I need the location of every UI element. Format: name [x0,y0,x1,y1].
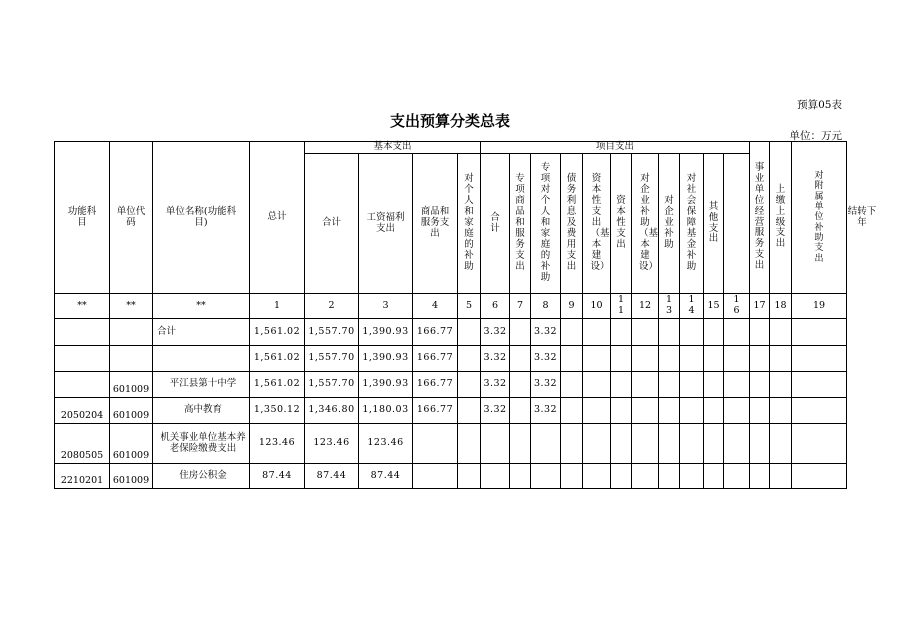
empty-cell [458,464,481,489]
cell-wage: 87.44 [359,464,413,489]
cell-code [110,319,153,346]
empty-cell [680,398,704,424]
index-cell: 14 [680,294,704,319]
empty-cell [770,464,792,489]
empty-cell [724,398,750,424]
index-cell: 9 [561,294,583,319]
header-unit-code: 单位代码 [110,142,153,294]
table-row [55,319,847,346]
cell-wage: 1,390.93 [359,346,413,372]
index-cell: 12 [632,294,659,319]
cell-func: 2080505 [55,424,110,464]
index-cell: 4 [413,294,458,319]
index-cell: ** [153,294,250,319]
cell-special-personal: 3.32 [531,398,561,424]
index-cell: ** [110,294,153,319]
empty-cell [704,398,724,424]
empty-cell [611,346,632,372]
empty-cell [611,424,632,464]
empty-cell [458,319,481,346]
cell-code [110,346,153,372]
index-cell: 5 [458,294,481,319]
cell-special-personal [531,464,561,489]
cell-special-personal: 3.32 [531,346,561,372]
empty-cell [583,319,611,346]
empty-cell [632,424,659,464]
cell-wage: 123.46 [359,424,413,464]
cell-proj-sum [481,464,510,489]
cell-goods [413,464,458,489]
empty-cell [583,372,611,398]
cell-wage: 1,180.03 [359,398,413,424]
index-cell: 16 [724,294,750,319]
cell-proj-sum: 3.32 [481,319,510,346]
empty-cell [704,372,724,398]
index-cell: 10 [583,294,611,319]
cell-total: 1,561.02 [250,319,305,346]
cell-name: 机关事业单位基本养老保险缴费支出 [153,424,250,464]
unit-label: 单位：万元 [789,130,842,142]
header-capital: 资本性支出 [611,154,632,294]
empty-cell [750,319,770,346]
empty-cell [750,424,770,464]
header-capital-basic: 资本性支出（基本建设） [583,154,611,294]
table-row [55,424,847,464]
empty-cell [750,398,770,424]
empty-cell [770,372,792,398]
cell-basic-sum: 1,557.70 [305,372,359,398]
empty-cell [659,346,680,372]
cell-goods [413,424,458,464]
index-cell: 18 [770,294,792,319]
empty-cell [792,372,847,398]
empty-cell [510,398,531,424]
cell-name: 住房公积金 [153,464,250,489]
empty-cell [458,424,481,464]
empty-cell [704,319,724,346]
cell-code: 601009 [110,424,153,464]
empty-cell [632,464,659,489]
header-goods: 商品和服务支出 [413,154,458,294]
empty-cell [561,319,583,346]
cell-total: 123.46 [250,424,305,464]
cell-name: 高中教育 [153,398,250,424]
cell-func [55,319,110,346]
cell-goods: 166.77 [413,372,458,398]
header-enterprise: 对企业补助 [659,154,680,294]
empty-cell [458,346,481,372]
empty-cell [510,372,531,398]
empty-cell [750,346,770,372]
table-row [55,398,847,424]
empty-cell [583,398,611,424]
index-cell: 1 [250,294,305,319]
empty-cell [680,372,704,398]
empty-cell [659,398,680,424]
cell-func: 2210201 [55,464,110,489]
budget-table: 功能科目 单位代码 单位名称(功能科目) 总计 基本支出 项目支出 事业单位经营服务支出 上缴上级支出 对附属单位补助支出 结转下年 合计 工资福利支出 商品和服务支出 对个人和家庭的补助 合计 专项商品和服务支出 专项对个人和家庭的补助 债务利息及费用支出 资本性支出（基本建设） 资本性支出 对企业补助（基本建设） 对企业补助 对社会保障基金补助 其他支出 ** ** ** 1 2 3 4 5 6 7 8 9 10 11 12 13 14 15 16 17 18 19 合计 1,561.02 1,557.70 1,390.93 166.77 3.32 3.32 1,561.02 1,557.70 1,390.93 166.77 3.32 3.32 601009 平江县第十中学 1,561.02 1,557.70 1,390.93 166.77 3.32 3.32 2050204 601009 高中教育 1,350.12 1,346.80 1,180.03 166.77 3.32 3.32 2080505 601009 机关事业单位基本养老保险缴费支出 123.46 123.46 123.46 2210201 601009 住房公积金 87.44 87.44 87.44 [54,141,847,489]
cell-special-personal [531,424,561,464]
header-basic-sum: 合计 [305,154,359,294]
cell-total: 1,350.12 [250,398,305,424]
cell-name: 合计 [153,319,250,346]
empty-cell [583,346,611,372]
empty-cell [510,346,531,372]
empty-cell [561,424,583,464]
cell-name: 平江县第十中学 [153,372,250,398]
empty-cell [724,319,750,346]
cell-basic-sum: 87.44 [305,464,359,489]
empty-cell [561,464,583,489]
cell-goods: 166.77 [413,319,458,346]
empty-cell [792,398,847,424]
empty-cell [611,319,632,346]
empty-cell [611,398,632,424]
empty-cell [792,424,847,464]
empty-cell [611,464,632,489]
empty-cell [770,346,792,372]
empty-cell [632,372,659,398]
cell-total: 1,561.02 [250,372,305,398]
index-cell: 13 [659,294,680,319]
cell-wage: 1,390.93 [359,319,413,346]
header-func-subject: 功能科目 [55,142,110,294]
header-proj-sum: 合计 [481,154,510,294]
empty-cell [770,424,792,464]
empty-cell [659,464,680,489]
header-social: 对社会保障基金补助 [680,154,704,294]
empty-cell [704,464,724,489]
header-special-personal: 专项对个人和家庭的补助 [531,154,561,294]
empty-cell [632,346,659,372]
cell-total: 87.44 [250,464,305,489]
empty-cell [659,424,680,464]
cell-proj-sum: 3.32 [481,398,510,424]
empty-cell [510,464,531,489]
index-cell: 2 [305,294,359,319]
cell-code: 601009 [110,398,153,424]
index-cell: 19 [792,294,847,319]
cell-basic-sum: 1,346.80 [305,398,359,424]
empty-cell [583,424,611,464]
empty-cell [510,319,531,346]
page-title: 支出预算分类总表 [389,112,510,130]
empty-cell [561,372,583,398]
empty-cell [724,372,750,398]
header-attached: 对附属单位补助支出 [792,142,847,294]
empty-cell [792,319,847,346]
empty-cell [458,372,481,398]
empty-cell [680,346,704,372]
empty-cell [770,398,792,424]
empty-cell [792,346,847,372]
cell-func [55,372,110,398]
table-code: 预算05表 [797,99,842,111]
index-cell: 3 [359,294,413,319]
header-wage: 工资福利支出 [359,154,413,294]
index-cell: 6 [481,294,510,319]
empty-cell [632,398,659,424]
index-cell: 11 [611,294,632,319]
cell-basic-sum: 1,557.70 [305,346,359,372]
table-row [55,464,847,489]
empty-cell [632,319,659,346]
empty-cell [561,346,583,372]
empty-cell [659,372,680,398]
cell-goods: 166.77 [413,346,458,372]
cell-proj-sum [481,424,510,464]
cell-func [55,346,110,372]
empty-cell [583,464,611,489]
header-special-goods: 专项商品和服务支出 [510,154,531,294]
cell-proj-sum: 3.32 [481,372,510,398]
header-project-group: 项目支出 [481,142,750,154]
table-row [55,372,847,398]
cell-proj-sum: 3.32 [481,346,510,372]
header-other: 其他支出 [704,154,724,294]
empty-cell [750,372,770,398]
empty-cell [659,319,680,346]
empty-cell [680,464,704,489]
index-row [55,294,847,319]
empty-cell [724,464,750,489]
empty-cell [611,372,632,398]
cell-basic-sum: 1,557.70 [305,319,359,346]
header-business: 事业单位经营服务支出 [750,142,770,294]
empty-cell [770,319,792,346]
header-unit-name: 单位名称(功能科目) [153,142,250,294]
cell-code: 601009 [110,372,153,398]
cell-total: 1,561.02 [250,346,305,372]
cell-func: 2050204 [55,398,110,424]
empty-cell [750,464,770,489]
index-cell: ** [55,294,110,319]
header-upper: 上缴上级支出 [770,142,792,294]
cell-wage: 1,390.93 [359,372,413,398]
index-cell: 8 [531,294,561,319]
header-personal: 对个人和家庭的补助 [458,154,481,294]
empty-cell [680,319,704,346]
index-cell: 17 [750,294,770,319]
cell-code: 601009 [110,464,153,489]
empty-cell [680,424,704,464]
cell-name [153,346,250,372]
index-cell: 15 [704,294,724,319]
cell-goods: 166.77 [413,398,458,424]
cell-special-personal: 3.32 [531,372,561,398]
header-total: 总计 [250,142,305,294]
header-enterprise-basic: 对企业补助（基本建设） [632,154,659,294]
cell-basic-sum: 123.46 [305,424,359,464]
header-debt: 债务利息及费用支出 [561,154,583,294]
empty-cell [792,464,847,489]
cell-special-personal: 3.32 [531,319,561,346]
empty-cell [724,424,750,464]
table-row [55,346,847,372]
empty-cell [724,346,750,372]
header-basic-group: 基本支出 [305,142,481,154]
index-cell: 7 [510,294,531,319]
empty-cell [561,398,583,424]
empty-cell [704,346,724,372]
empty-cell [704,424,724,464]
empty-cell [510,424,531,464]
empty-cell [458,398,481,424]
